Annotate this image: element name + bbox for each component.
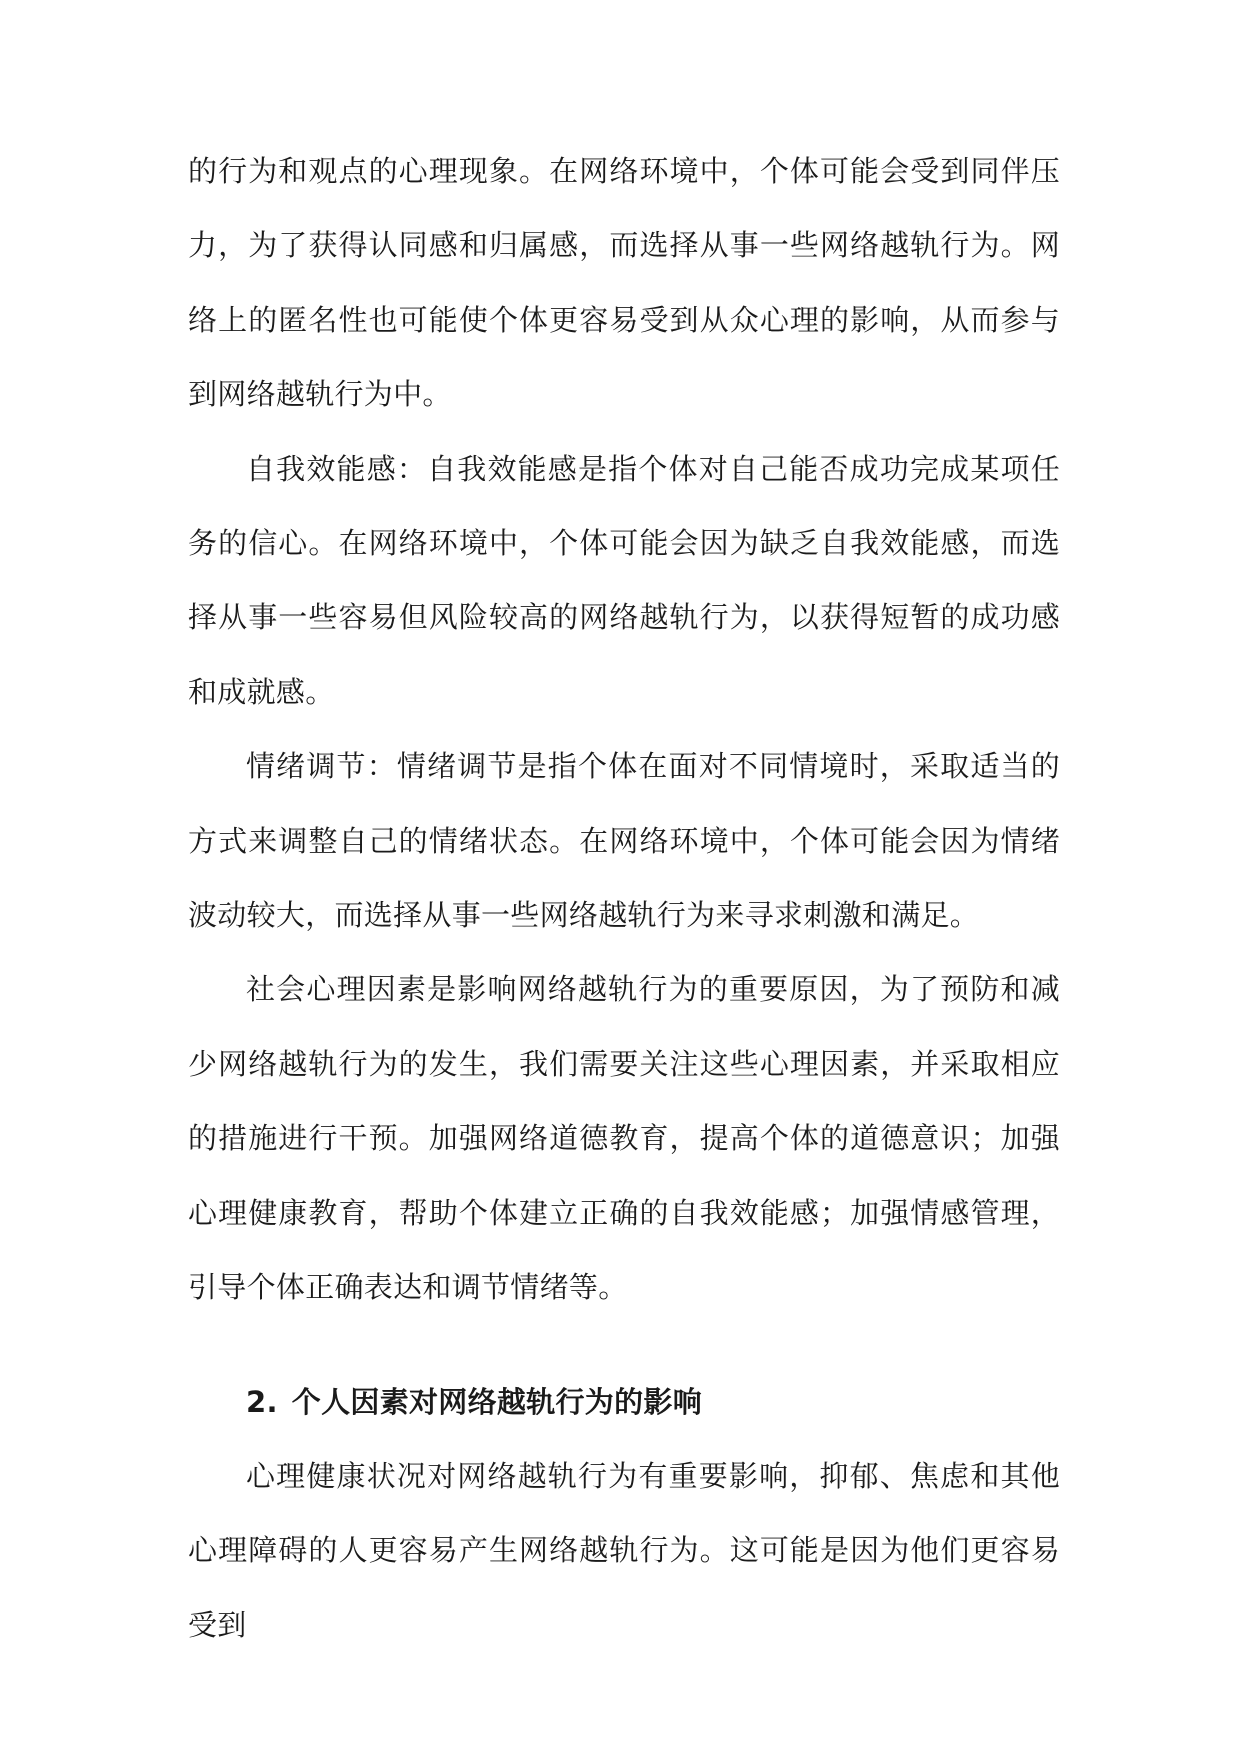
section-title: 个人因素对网络越轨行为的影响 xyxy=(291,1384,702,1419)
section-heading xyxy=(188,1365,1060,1439)
document-body xyxy=(188,134,1060,1662)
paragraph-social-psychology-summary: 社会心理因素是影响网络越轨行为的重要原因，为了预防和减少网络越轨行为的发生，我们需要关注这些心理因素，并采取相应的措施进行干预。加强网络道德教育，提高个体的道德意识；加强心理健康教育，帮助个体建立正确的自我效能感；加强情感管理，引导个体正确表达和调节情绪等。 xyxy=(188,972,1060,1305)
paragraph-emotion-regulation: 情绪调节：情绪调节是指个体在面对不同情境时，采取适当的方式来调整自己的情绪状态。在网络环境中，个体可能会因为情绪波动较大，而选择从事一些网络越轨行为来寻求刺激和满足。 xyxy=(188,749,1060,933)
paragraph-conformity: 的行为和观点的心理现象。在网络环境中，个体可能会受到同伴压力，为了获得认同感和归属感，而选择从事一些网络越轨行为。网络上的匿名性也可能使个体更容易受到从众心理的影响，从而参与到网络越轨行为中。 xyxy=(188,154,1060,412)
section-number: 2. xyxy=(246,1384,278,1419)
paragraph-mental-health: 心理健康状况对网络越轨行为有重要影响，抑郁、焦虑和其他心理障碍的人更容易产生网络越轨行为。这可能是因为他们更容易受到 xyxy=(188,1458,1060,1642)
paragraph-self-efficacy: 自我效能感：自我效能感是指个体对自己能否成功完成某项任务的信心。在网络环境中，个体可能会因为缺乏自我效能感，而选择从事一些容易但风险较高的网络越轨行为，以获得短暂的成功感和成就感。 xyxy=(188,451,1060,709)
